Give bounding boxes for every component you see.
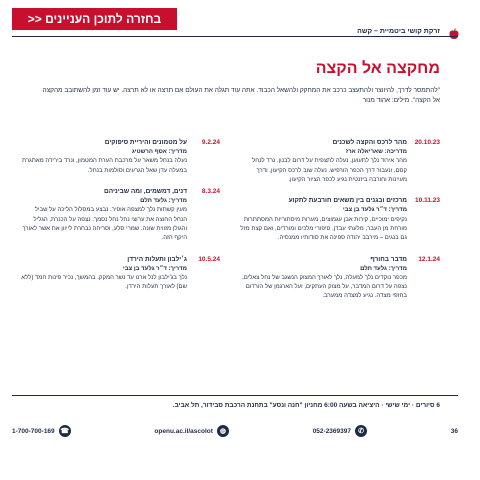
header-divider — [12, 36, 458, 37]
whatsapp-icon: ✆ — [355, 425, 367, 437]
tour-description: נלך בג'ילבון לנל ארנו עד נשר המקק. בהמשך, נכיר פינות חמד (ללא שם) לאורך תעלות הירדן. — [21, 274, 187, 291]
tour-date: 8.3.24 — [201, 187, 220, 195]
tour-info-note: 6 סיורים · ימי שישי · היציאה בשעה 6:00 מחניון "חנה ונסע" בתחנת הרכבת סבידור, תל אביב. — [172, 402, 440, 409]
footer-divider — [12, 395, 458, 396]
phone-number: 1-700-700-169 — [12, 427, 55, 435]
tour-description: נעלה בנחל משאר על מרכבת הערת המטמון, ונרד בירידה מאתגרת במעלה עדן שאל הגרעים וסולמות בנחל. — [22, 158, 187, 174]
page-title: מחקצה אל הקצה — [315, 60, 440, 77]
tour-description: מעין קשתות נלך למצפה אופיר. נבצע במסלול הליכה על שביל הנחל החוצה את ערוצי נחל נחל נסמך. נצפה על הכנרת, הגליל והגולן מזווית שונה. שמרי סלע, וסריחה נבחרת לייוון את אשר לאורך היקף הזה. — [22, 207, 187, 242]
tour-entry — [240, 138, 440, 185]
tour-title: מרכזים ובגנים בין משאים חורבעת לתקוע — [288, 197, 407, 205]
intro-paragraph: "להתמסר לדרך, להיווצר ולהתעצב כרכב את המחקק ולהשאל הכבוד. אתה עוד תגלה את העולם אם תרצה או לא תרצה. יש עוד זמן להשתובב מהקצה אל הקצה". מילים: אהוד מנור — [42, 87, 440, 104]
phone-icon: ☎ — [59, 425, 71, 437]
running-title: זרקת קושי ביטמיית – קשה — [357, 28, 440, 35]
website-link: openu.ac.il/ascolot — [154, 427, 213, 435]
tour-description: מכפר נוקדים נלך למעלה, נלך לאורך המצוק הנשגב של נחל צאלים, נצפה על דרום המדבר, על מצוק העתקים, ועל הארגמן של הורדום בחזפי מצדה. נגיע למצדה ממערב. — [242, 274, 407, 300]
contact-bar — [12, 420, 458, 442]
tour-guide: מדריך: גלעד תלם — [140, 198, 187, 205]
whatsapp-contact[interactable] — [313, 425, 367, 437]
tour-date: 10.5.24 — [198, 255, 220, 263]
back-to-contents-banner[interactable]: בחזרה לתוכן העניינים << — [12, 8, 177, 30]
apple-icon — [448, 28, 460, 40]
tour-entry — [20, 187, 220, 244]
tour-title: מדבר בחורף — [370, 255, 407, 263]
website-contact[interactable] — [154, 425, 229, 437]
tour-title: דנים, דמשמים, ומה שביניהם — [104, 187, 187, 195]
tour-guide: מדריך: אסף הרשטיג — [131, 149, 187, 156]
tour-title: על מטמונים והיריית סיפוקים — [104, 139, 187, 146]
tour-entry — [20, 255, 220, 293]
tour-date: 10.11.23 — [415, 197, 440, 205]
tour-guide: מדריך: ד״ר גלעד בן צבי — [342, 207, 407, 214]
page-number: 36 — [450, 427, 458, 435]
whatsapp-number: 052-2369397 — [312, 427, 352, 435]
tour-description: מהר אירוד נלך לתעוען, נעלה לתצפית על דרום לבנון. נרד לנחל קסם, ונעבור דרך הכפר הורפיש. נעלה שוב לרכס הקיעון, ודרך מעיינות וחורבה ביזנטית נגיע לכפר הציור הקיעון. — [252, 158, 407, 183]
tour-guide: מדריך: גלעד תלם — [360, 265, 407, 272]
tours-column-left — [20, 138, 220, 303]
tour-guide: מדריכה: שאריאלה ארז — [345, 149, 407, 156]
tour-title: מהר לרכס והקצה לשכנים — [332, 139, 407, 146]
tour-title: ג׳ילבון ותעלות הירדן — [127, 255, 187, 263]
phone-contact[interactable] — [12, 425, 71, 437]
tour-date: 12.1.24 — [418, 255, 440, 263]
tour-guide: מדריך: ד״ר גלעד בן צבי — [122, 265, 187, 272]
tour-entry — [240, 196, 440, 243]
tour-entry — [240, 255, 440, 302]
tour-description: נקיפים ימוכיים, קירות אבן עגמוצים, מערות מיסתוריות המסתתרות מורחת מן העבר, מלעתי עבדן, סיפורי מלכים ומורדים, ואם קצת מזל גם בנגים – מירבב יהודה ספינה את סודותיו ממנסיה. — [240, 216, 407, 242]
globe-icon: ◍ — [217, 425, 229, 437]
tours-column-right — [240, 138, 440, 313]
tour-date: 20.10.23 — [414, 139, 440, 146]
tour-date: 9.2.24 — [201, 139, 220, 146]
tour-entry — [20, 138, 220, 176]
